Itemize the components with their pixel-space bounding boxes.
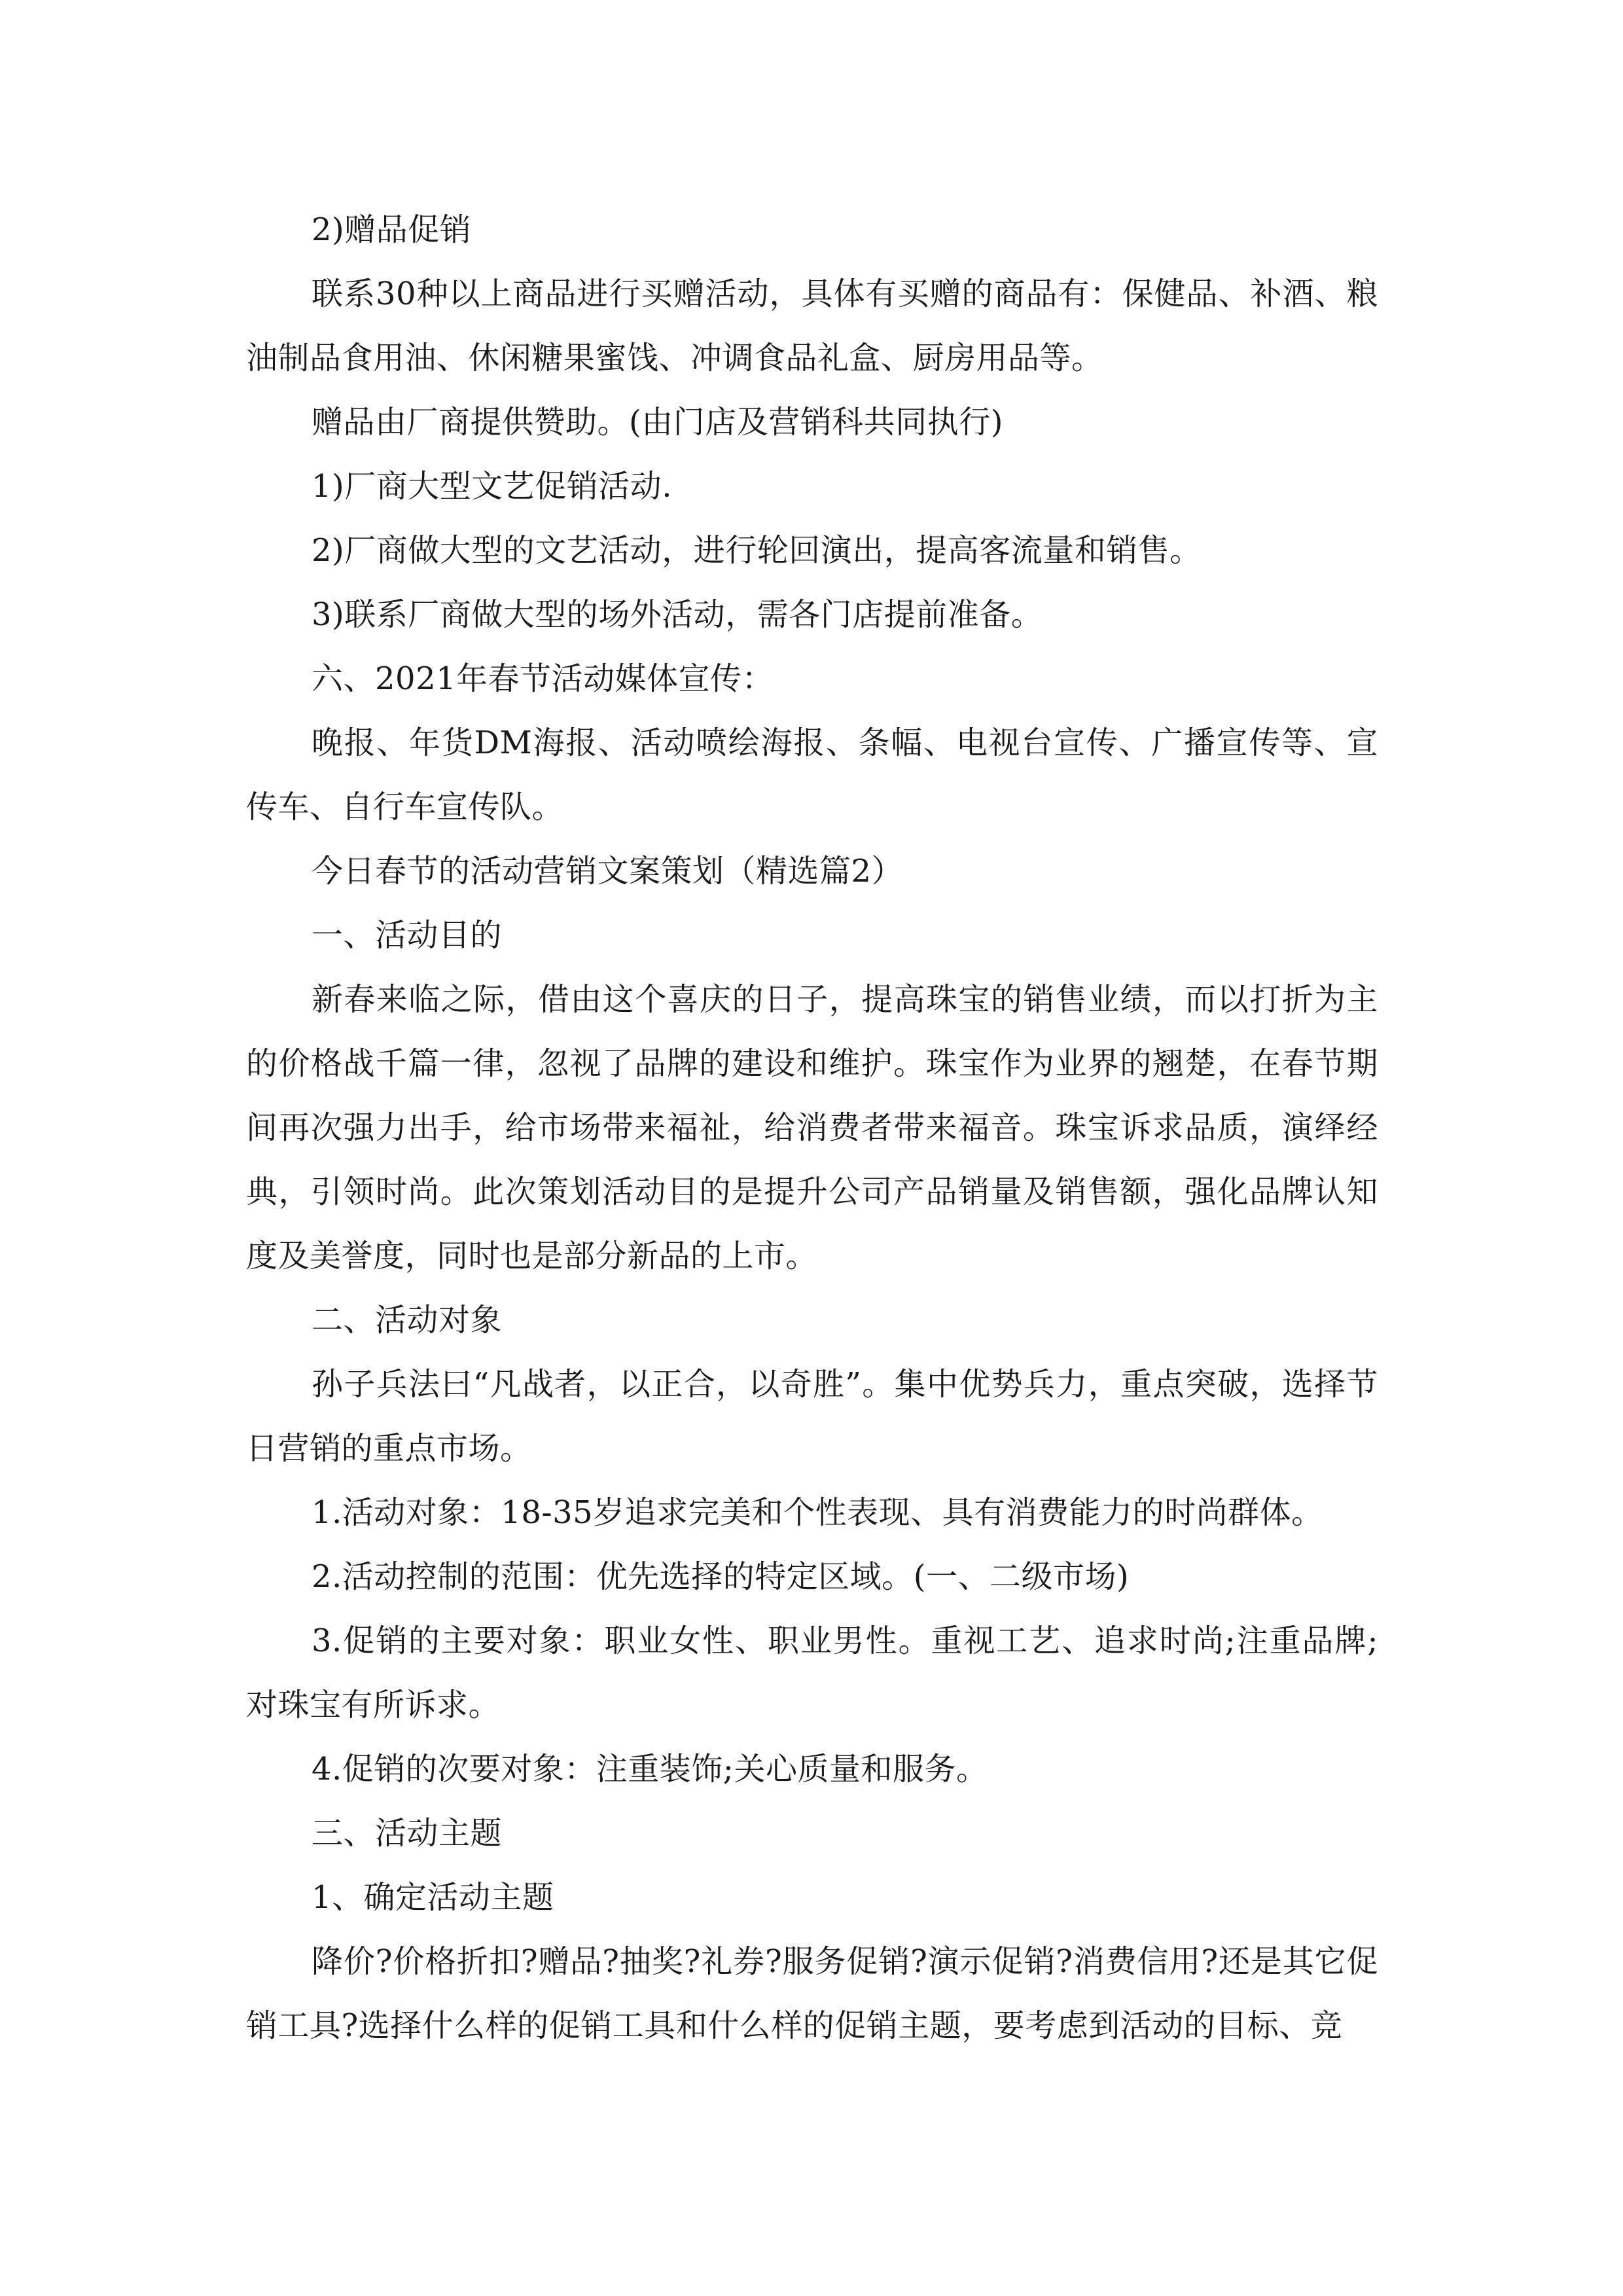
- paragraph-item-3: 3)联系厂商做大型的场外活动，需各门店提前准备。: [312, 596, 1043, 633]
- section-heading-theme: 三、活动主题: [312, 1815, 503, 1852]
- paragraph-gift-sponsor: 赠品由厂商提供赞助。(由门店及营销科共同执行): [312, 404, 1003, 440]
- paragraph-target-1: 1.活动对象：18-35岁追求完美和个性表现、具有消费能力的时尚群体。: [312, 1494, 1323, 1531]
- paragraph-gift-promotion-heading: 2)赠品促销: [312, 211, 472, 248]
- paragraph-item-2: 2)厂商做大型的文艺活动，进行轮回演出，提高客流量和销售。: [312, 532, 1202, 569]
- article-title: 今日春节的活动营销文案策划（精选篇2）: [312, 853, 904, 889]
- paragraph-target-intro: 孙子兵法曰“凡战者，以正合，以奇胜”。集中优势兵力，重点突破，选择节日营销的重点市场。: [246, 1366, 1378, 1467]
- paragraph-gift-products: 联系30种以上商品进行买赠活动，具体有买赠的商品有：保健品、补酒、粮油制品食用油、休闲糖果蜜饯、冲调食品礼盒、厨房用品等。: [246, 276, 1378, 376]
- paragraph-target-4: 4.促销的次要对象：注重装饰;关心质量和服务。: [312, 1751, 988, 1787]
- section-heading-purpose: 一、活动目的: [312, 917, 503, 954]
- paragraph-target-3: 3.促销的主要对象：职业女性、职业男性。重视工艺、追求时尚;注重品牌;对珠宝有所诉求。: [246, 1623, 1378, 1723]
- paragraph-media-list: 晚报、年货DM海报、活动喷绘海报、条幅、电视台宣传、广播宣传等、宣传车、自行车宣传队。: [246, 725, 1378, 825]
- paragraph-target-2: 2.活动控制的范围：优先选择的特定区域。(一、二级市场): [312, 1558, 1130, 1595]
- section-heading-media: 六、2021年春节活动媒体宣传：: [312, 660, 774, 697]
- paragraph-purpose: 新春来临之际，借由这个喜庆的日子，提高珠宝的销售业绩，而以打折为主的价格战千篇一律，忽视了品牌的建设和维护。珠宝作为业界的翘楚，在春节期间再次强力出手，给市场带来福祉，给消费者带来福音。珠宝诉求品质，演绎经典，引领时尚。此次策划活动目的是提升公司产品销量及销售额，强化品牌认知度及美誉度，同时也是部分新品的上市。: [246, 981, 1378, 1274]
- paragraph-theme: 降价?价格折扣?赠品?抽奖?礼券?服务促销?演示促销?消费信用?还是其它促销工具?选择什么样的促销工具和什么样的促销主题，要考虑到活动的目标、竞: [246, 1943, 1378, 2044]
- subsection-heading-theme: 1、确定活动主题: [312, 1879, 554, 1916]
- document-body: [246, 198, 1378, 2058]
- section-heading-target: 二、活动对象: [312, 1302, 503, 1338]
- paragraph-item-1: 1)厂商大型文艺促销活动.: [312, 468, 673, 505]
